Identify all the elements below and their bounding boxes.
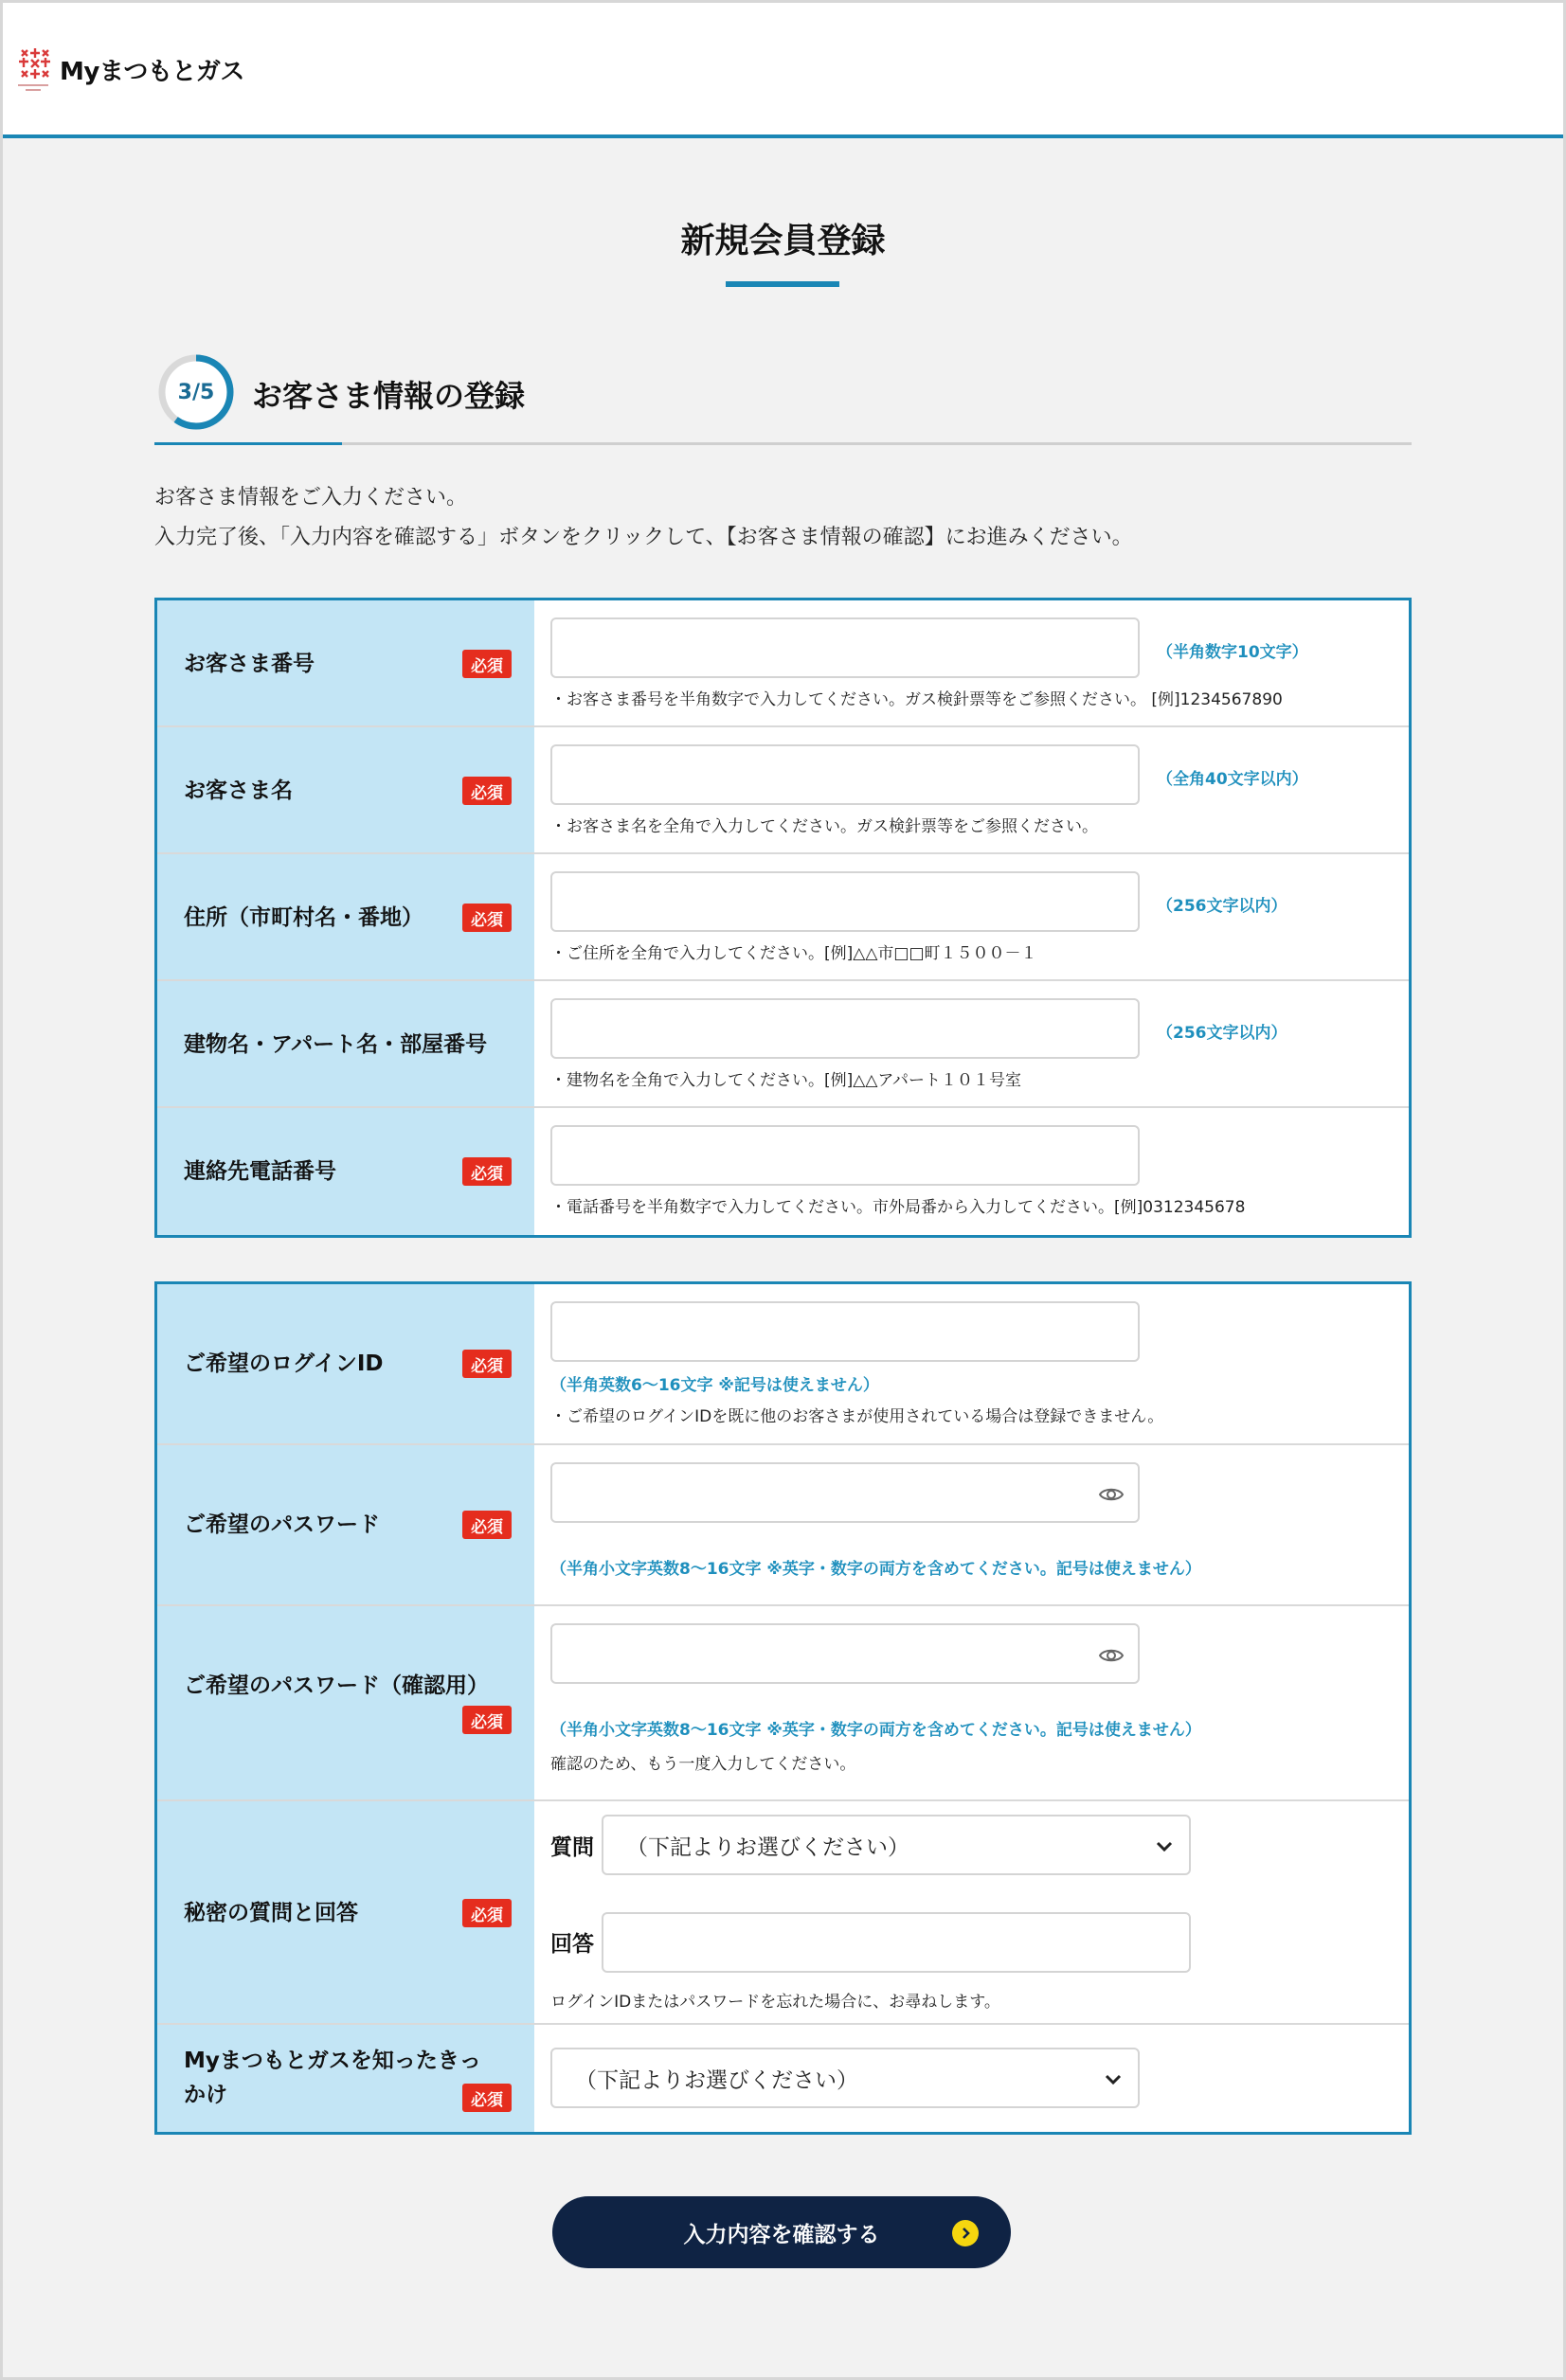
field-hint: （半角小文字英数8～16文字 ※英字・数字の両方を含めてください。記号は使えません） xyxy=(550,1721,1201,1740)
field-label-cell xyxy=(157,727,534,852)
required-badge: 必須 xyxy=(462,650,512,678)
site-header xyxy=(3,3,1563,138)
field-label: 連絡先電話番号 xyxy=(184,1159,336,1184)
field-label xyxy=(184,2044,481,2112)
field-label: お客さま名 xyxy=(184,778,293,803)
field-row-address xyxy=(157,854,1409,981)
intro-text xyxy=(154,478,1133,558)
answer-label: 回答 xyxy=(550,1932,594,1957)
field-label-cell xyxy=(157,1445,534,1604)
field-note: ・電話番号を半角数字で入力してください。市外局番から入力してください。[例]0312345678 xyxy=(550,1198,1246,1217)
required-badge: 必須 xyxy=(462,1511,512,1539)
secret-question-value: （下記よりお選びください） xyxy=(626,1834,909,1860)
section-title: お客さま情報の登録 xyxy=(252,378,526,414)
password-confirm-input[interactable] xyxy=(550,1623,1140,1684)
field-label-cell xyxy=(157,1284,534,1443)
section-divider-accent xyxy=(154,442,342,445)
required-badge: 必須 xyxy=(462,777,512,805)
chevron-down-icon xyxy=(1153,1835,1176,1858)
confirm-button[interactable] xyxy=(552,2196,1011,2268)
field-note: ・お客さま名を全角で入力してください。ガス検針票等をご参照ください。 xyxy=(550,817,1098,836)
password-input[interactable] xyxy=(550,1462,1140,1523)
logo-text: Myまつもとガス xyxy=(60,57,244,86)
field-label: 建物名・アパート名・部屋番号 xyxy=(184,1032,488,1057)
login-id-input[interactable] xyxy=(550,1301,1140,1362)
address-input[interactable] xyxy=(550,871,1140,932)
field-note: 確認のため、もう一度入力してください。 xyxy=(550,1755,856,1774)
field-row-secret-question xyxy=(157,1801,1409,2025)
title-underline xyxy=(726,281,839,287)
field-label: ご希望のパスワード（確認用） xyxy=(184,1673,489,1698)
field-label-cell xyxy=(157,1606,534,1799)
intro-line-1: お客さま情報をご入力ください。 xyxy=(154,486,468,510)
field-label-cell xyxy=(157,1108,534,1235)
field-label-cell xyxy=(157,2025,534,2132)
field-label: ご希望のパスワード xyxy=(184,1512,380,1537)
required-badge: 必須 xyxy=(462,1350,512,1378)
required-badge: 必須 xyxy=(462,1706,512,1734)
field-row-phone xyxy=(157,1108,1409,1235)
field-label-line2: かけ xyxy=(184,2083,227,2107)
eye-icon[interactable] xyxy=(1098,1642,1125,1669)
logo-mark-icon xyxy=(14,45,52,94)
field-hint: （半角英数6～16文字 ※記号は使えません） xyxy=(550,1376,879,1395)
field-row-referral xyxy=(157,2025,1409,2132)
field-row-customer-name xyxy=(157,727,1409,854)
referral-value: （下記よりお選びください） xyxy=(575,2067,858,2093)
field-hint: （256文字以内） xyxy=(1157,1024,1287,1043)
step-indicator: 3/5 xyxy=(177,380,215,404)
field-row-building xyxy=(157,981,1409,1108)
section-divider xyxy=(154,442,1412,445)
referral-select[interactable] xyxy=(550,2048,1140,2108)
field-hint: （半角数字10文字） xyxy=(1157,643,1308,662)
field-note: ・お客さま番号を半角数字で入力してください。ガス検針票等をご参照ください。 [例]1234567890 xyxy=(550,690,1283,709)
confirm-button-label: 入力内容を確認する xyxy=(683,2222,880,2247)
field-row-customer-number xyxy=(157,600,1409,727)
chevron-down-icon xyxy=(1102,2068,1125,2091)
field-row-password-confirm xyxy=(157,1606,1409,1801)
field-label: 秘密の質問と回答 xyxy=(184,1901,358,1925)
field-label-cell xyxy=(157,1801,534,2023)
field-label: ご希望のログインID xyxy=(184,1351,384,1376)
eye-icon[interactable] xyxy=(1098,1481,1125,1508)
required-badge: 必須 xyxy=(462,1899,512,1927)
required-badge: 必須 xyxy=(462,904,512,932)
question-label: 質問 xyxy=(550,1835,594,1860)
required-badge: 必須 xyxy=(462,2084,512,2112)
field-note: ・建物名を全角で入力してください。[例]△△アパート１０１号室 xyxy=(550,1071,1022,1090)
intro-line-2: 入力完了後、「入力内容を確認する」ボタンをクリックして、【お客さま情報の確認】にお進みください。 xyxy=(154,526,1133,549)
secret-question-select[interactable] xyxy=(602,1815,1191,1875)
customer-info-form xyxy=(154,598,1412,1238)
field-note: ・ご希望のログインIDを既に他のお客さまが使用されている場合は登録できません。 xyxy=(550,1407,1164,1426)
phone-input[interactable] xyxy=(550,1125,1140,1186)
field-hint: （256文字以内） xyxy=(1157,897,1287,916)
field-row-password xyxy=(157,1445,1409,1606)
page-title: 新規会員登録 xyxy=(680,222,886,260)
field-row-login-id xyxy=(157,1284,1409,1445)
required-badge: 必須 xyxy=(462,1157,512,1186)
building-input[interactable] xyxy=(550,998,1140,1059)
field-label-cell xyxy=(157,600,534,725)
field-label-cell xyxy=(157,981,534,1106)
logo[interactable] xyxy=(14,45,244,94)
customer-name-input[interactable] xyxy=(550,744,1140,805)
account-info-form xyxy=(154,1281,1412,2135)
secret-answer-input[interactable] xyxy=(602,1912,1191,1973)
field-hint: （全角40文字以内） xyxy=(1157,770,1308,789)
field-note: ・ご住所を全角で入力してください。[例]△△市□□町１５００－１ xyxy=(550,944,1037,963)
field-label: お客さま番号 xyxy=(184,652,315,676)
field-label-line1: Myまつもとガスを知ったきっ xyxy=(184,2049,481,2073)
chevron-right-icon xyxy=(952,2220,979,2246)
field-label-cell xyxy=(157,854,534,979)
field-label: 住所（市町村名・番地） xyxy=(184,905,423,930)
customer-number-input[interactable] xyxy=(550,617,1140,678)
field-hint: （半角小文字英数8～16文字 ※英字・数字の両方を含めてください。記号は使えません） xyxy=(550,1560,1201,1579)
field-note: ログインIDまたはパスワードを忘れた場合に、お尋ねします。 xyxy=(550,1993,1000,2012)
